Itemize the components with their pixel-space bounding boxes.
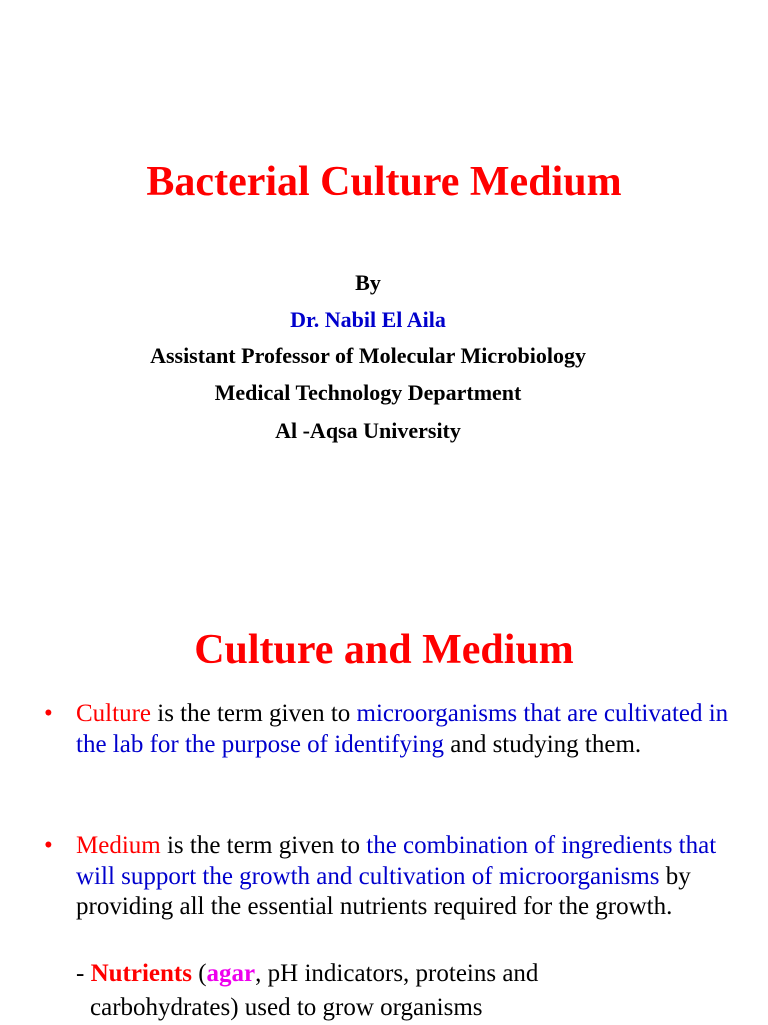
culture-text1: is the term given to [151,700,357,727]
medium-text1: is the term given to [160,832,367,859]
bullet-icon: • [44,700,53,727]
medium-highlight: the combination of ingredients that will support the growth and cultivation of microorganisms [76,832,717,890]
culture-term: Culture [76,700,151,727]
author-university: Al -Aqsa University [275,418,461,443]
culture-highlight: microorganisms that are cultivated in the lab for the purpose of identifying [76,700,729,758]
by-label: By [355,270,381,295]
slide-title: Bacterial Culture Medium [146,159,622,205]
bullet-culture [44,699,736,760]
nutrients-term: Nutrients [90,960,192,987]
author-role: Assistant Professor of Molecular Microbiology [150,343,586,368]
culture-text2: and studying them. [443,730,642,758]
bullet-medium [44,831,736,923]
medium-term: Medium [76,832,161,859]
nutrients-open: ( [191,960,207,987]
section-title: Culture and Medium [194,627,574,673]
nutrients-rest1: , pH indicators, proteins and [255,960,539,987]
nutrients-dash: - [76,960,91,987]
sub-bullet-nutrients [76,957,716,1025]
medium-text2: by providing all the essential nutrients required for the growth. [76,862,691,920]
agar-term: agar [206,960,256,987]
author-department: Medical Technology Department [214,380,522,405]
bullet-icon: • [44,832,53,859]
nutrients-rest2: carbohydrates) used to grow organisms [90,994,483,1021]
author-name: Dr. Nabil El Aila [290,307,446,332]
